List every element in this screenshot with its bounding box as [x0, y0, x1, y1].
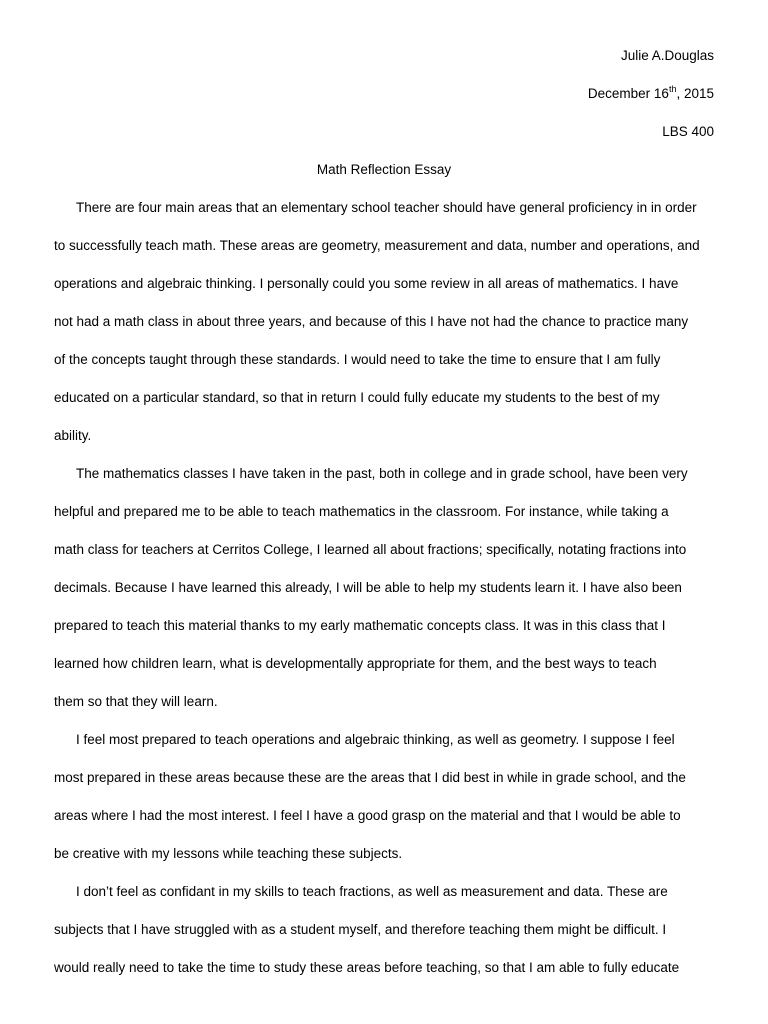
paragraph-2-line-4: decimals. Because I have learned this already, I will be able to help my students learn it. I have also been	[54, 580, 682, 595]
essay-date	[587, 83, 714, 102]
date-day: December 16	[587, 86, 669, 101]
paragraph-2-line-5: prepared to teach this material thanks to my early mathematic concepts class. It was in this class that I	[54, 618, 666, 633]
paragraph-2-line-7: them so that they will learn.	[54, 694, 218, 709]
paragraph-1-line-3: operations and algebraic thinking. I personally could you some review in all areas of mathematics. I have	[54, 276, 679, 291]
author-name: Julie A.Douglas	[620, 48, 714, 63]
paragraph-1-line-2: to successfully teach math. These areas are geometry, measurement and data, number and operations, and	[54, 238, 700, 253]
paragraph-4-line-1: I don’t feel as confidant in my skills to teach fractions, as well as measurement and data. These are	[76, 884, 668, 899]
paragraph-1-line-6: educated on a particular standard, so that in return I could fully educate my students to the best of my	[54, 390, 660, 405]
paragraph-1-line-1: There are four main areas that an elementary school teacher should have general proficiency in in order	[76, 200, 697, 215]
paragraph-3-line-2: most prepared in these areas because these are the areas that I did best in while in grade school, and the	[54, 770, 686, 785]
essay-title: Math Reflection Essay	[316, 162, 452, 177]
paragraph-1-line-7: ability.	[54, 428, 92, 443]
course-code: LBS 400	[662, 124, 714, 139]
date-ordinal-suffix: th	[668, 83, 677, 94]
paragraph-2-line-1: The mathematics classes I have taken in the past, both in college and in grade school, have been very	[76, 466, 688, 481]
paragraph-2-line-2: helpful and prepared me to be able to teach mathematics in the classroom. For instance, while taking a	[54, 504, 669, 519]
paragraph-2-line-3: math class for teachers at Cerritos College, I learned all about fractions; specifically, notating fractions into	[54, 542, 687, 557]
date-year: , 2015	[676, 86, 714, 101]
paragraph-1-line-5: of the concepts taught through these standards. I would need to take the time to ensure that I am fully	[54, 352, 661, 367]
paragraph-2-line-6: learned how children learn, what is developmentally appropriate for them, and the best ways to teach	[54, 656, 657, 671]
paragraph-1-line-4: not had a math class in about three years, and because of this I have not had the chance to practice many	[54, 314, 689, 329]
paragraph-3-line-3: areas where I had the most interest. I feel I have a good grasp on the material and that I would be able to	[54, 808, 681, 823]
paragraph-3-line-1: I feel most prepared to teach operations and algebraic thinking, as well as geometry. I suppose I feel	[76, 732, 675, 747]
paragraph-4-line-3: would really need to take the time to study these areas before teaching, so that I am able to fully educate	[54, 960, 680, 975]
paragraph-4-line-2: subjects that I have struggled with as a student myself, and therefore teaching them might be difficult. I	[54, 922, 667, 937]
paragraph-3-line-4: be creative with my lessons while teaching these subjects.	[54, 846, 403, 861]
